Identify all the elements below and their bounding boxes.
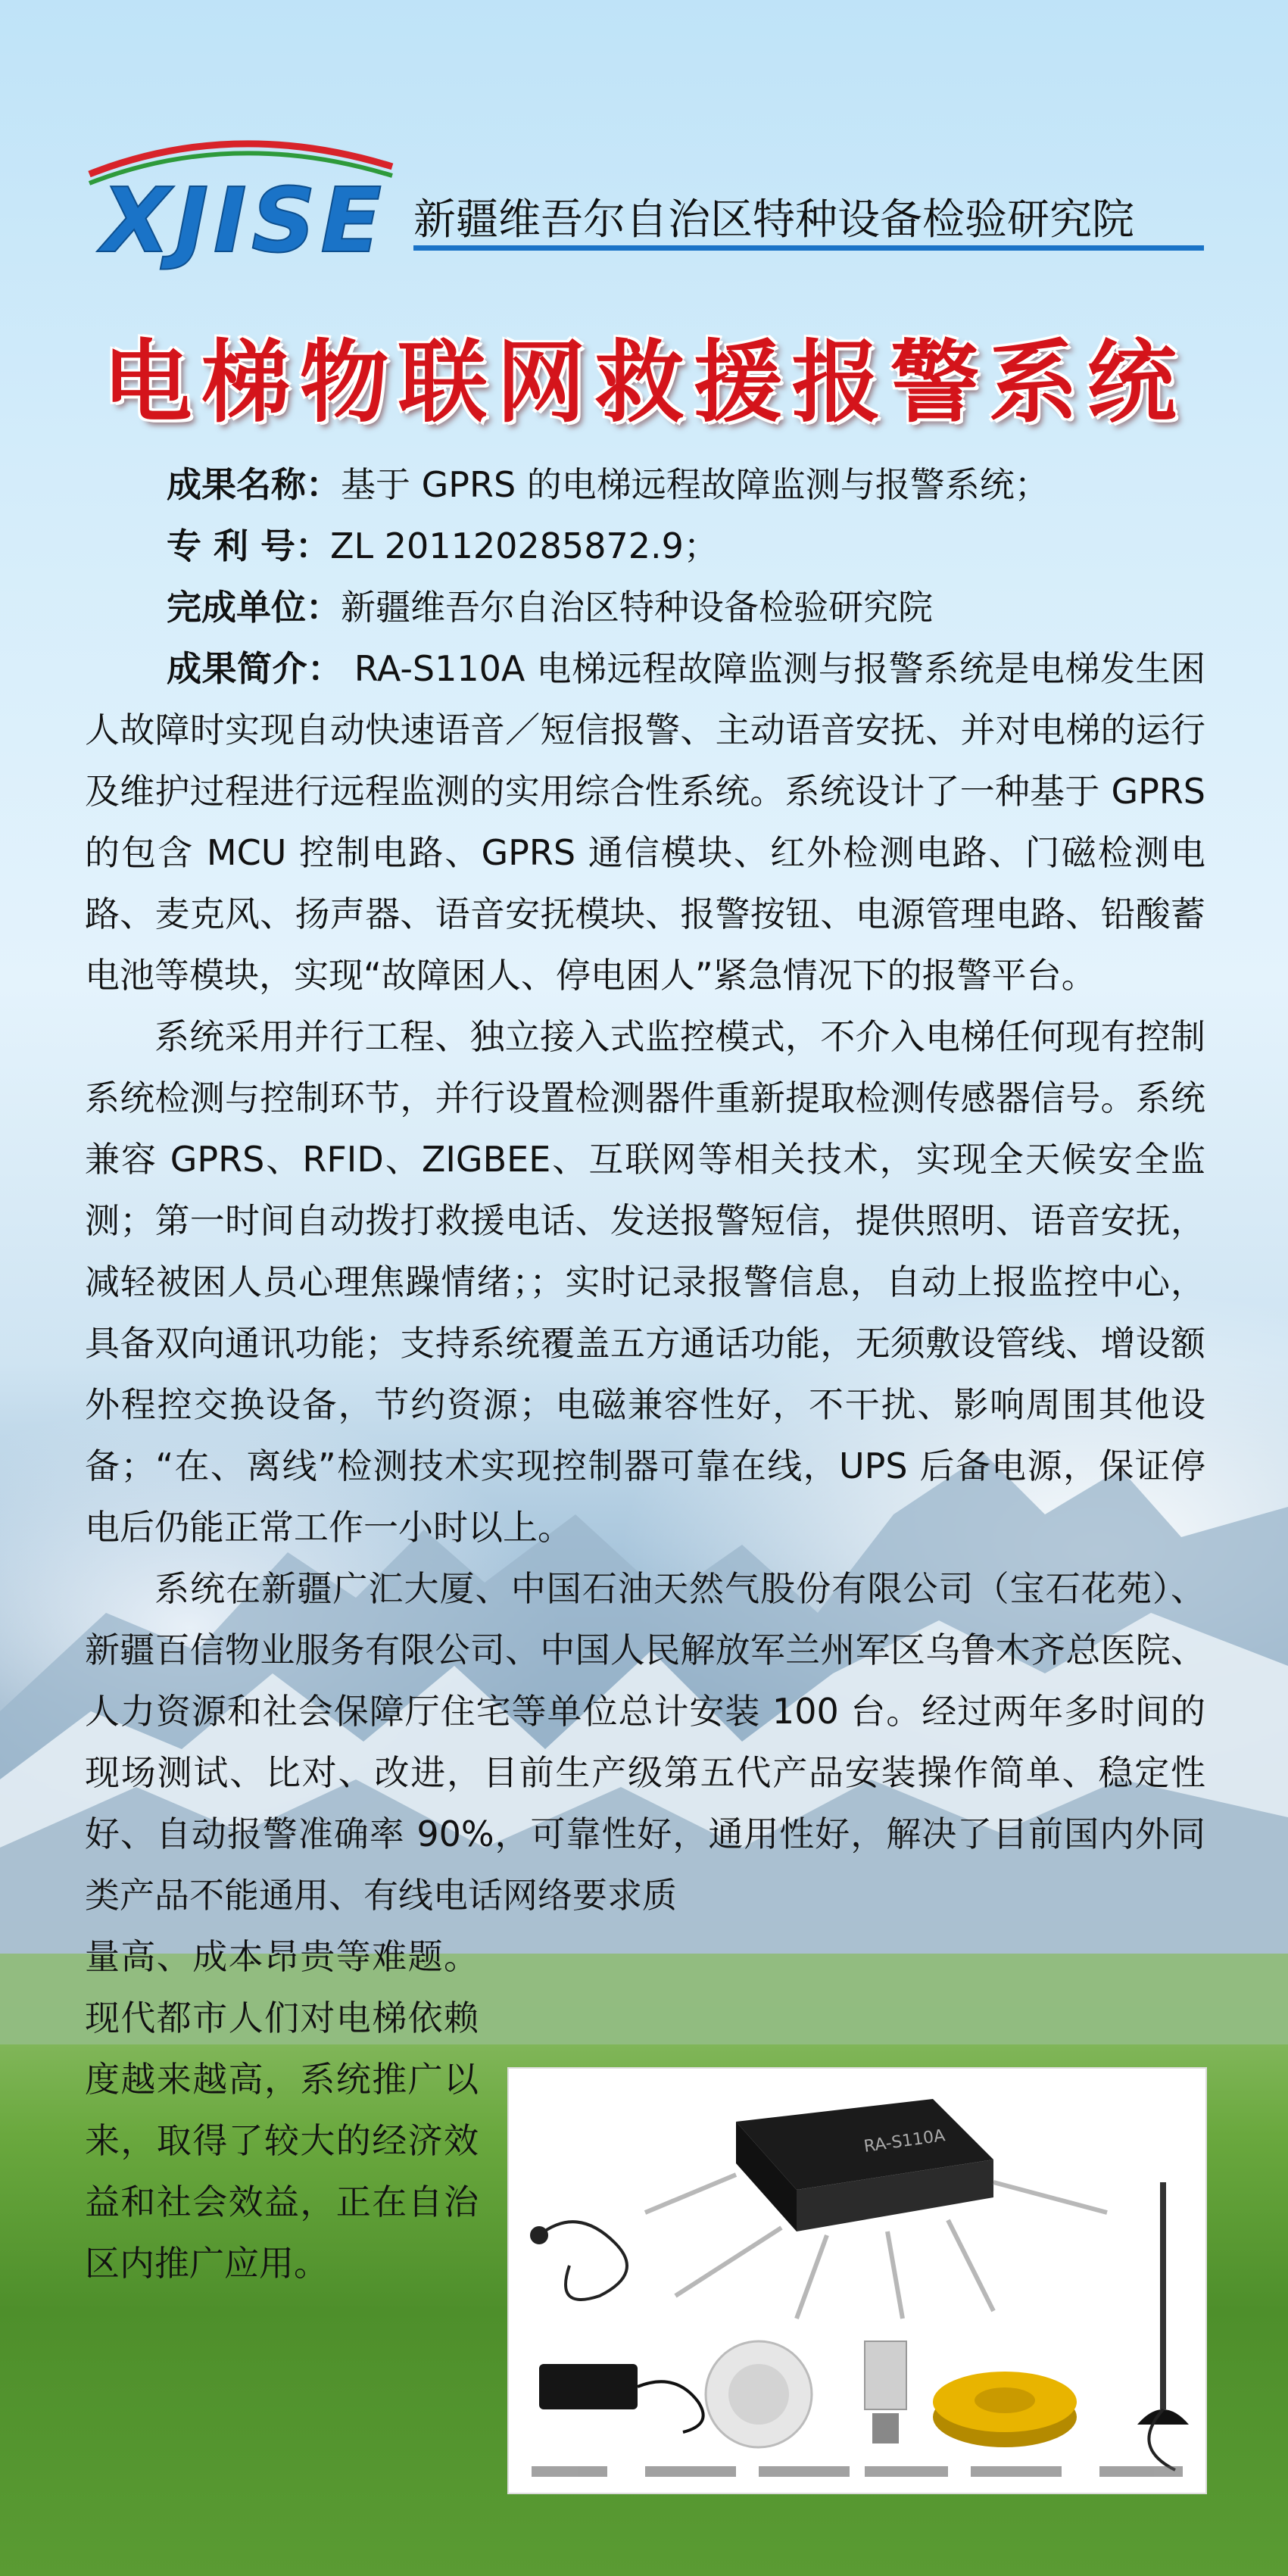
header-divider <box>413 245 1204 251</box>
field-intro-label: 成果简介： <box>167 648 343 689</box>
paragraph-3: 系统在新疆广汇大厦、中国石油天然气股份有限公司（宝石花苑）、新疆百信物业服务有限公司、中国人民解放军兰州军区乌鲁木齐总医院、人力资源和社会保障厅住宅等单位总计安装 100 台。经过两年多时间的现场测试、比对、改进，目前生产级第五代产品安装操作简单、稳定性好、自动报警准确率 90%，可靠性好，通用性好，解决了目前国内外同类产品不能通用、有线电话网络要求质 <box>85 1568 1205 1916</box>
field-unit-label: 完成单位： <box>167 587 341 628</box>
institute-name: 新疆维吾尔自治区特种设备检验研究院 <box>413 195 1134 245</box>
paragraph-intro <box>85 638 1205 1006</box>
paragraph-1-text: RA-S110A 电梯远程故障监测与报警系统是电梯发生困人故障时实现自动快速语音／短信报警、主动语音安抚、并对电梯的运行及维护过程进行远程监测的实用综合性系统。系统设计了一种基于 GPRS 的包含 MCU 控制电路、GPRS 通信模块、红外检测电路、门磁检测电路、麦克风、扬声器、语音安抚模块、报警按钮、电源管理电路、铅酸蓄电池等模块，实现“故障困人、停电困人”紧急情况下的报警平台。 <box>85 648 1205 996</box>
paragraph-2: 系统采用并行工程、独立接入式监控模式，不介入电梯任何现有控制系统检测与控制环节，并行设置检测器件重新提取检测传感器信号。系统兼容 GPRS、RFID、ZIGBEE、互联网等相关技术，实现全天候安全监测；第一时间自动拨打救援电话、发送报警短信，提供照明、语音安抚，减轻被困人员心理焦躁情绪；；实时记录报警信息，自动上报监控中心，具备双向通讯功能；支持系统覆盖五方通话功能，无须敷设管线、增设额外程控交换设备，节约资源；电磁兼容性好，不干扰、影响周围其他设备；“在、离线”检测技术实现控制器可靠在线，UPS 后备电源，保证停电后仍能正常工作一小时以上。 <box>85 1016 1205 1548</box>
xjise-logo <box>82 121 400 273</box>
antenna-image <box>1137 2182 1189 2470</box>
field-patent <box>167 516 1205 577</box>
product-figure <box>507 2067 1207 2494</box>
paragraph-3-tail: 量高、成本昂贵等难题。现代都市人们对电梯依赖度越来越高，系统推广以来，取得了较大的经济效益和社会效益，正在自治区内推广应用。 <box>85 1936 479 2284</box>
field-unit <box>167 577 1205 638</box>
door-sensor-image <box>865 2341 906 2443</box>
content-body <box>85 454 1205 2294</box>
infrared-sensor-image <box>933 2372 1077 2447</box>
page-title: 电梯物联网救援报警系统 <box>102 330 1186 435</box>
voice-speaker-image <box>706 2341 812 2447</box>
field-patent-label: 专 利 号： <box>167 525 331 566</box>
logo-text: XJISE <box>101 168 382 273</box>
main-controller-image <box>736 2099 993 2231</box>
microphone-cable-image <box>532 2222 627 2300</box>
component-captions <box>532 2466 1183 2477</box>
field-name-value: 基于 GPRS 的电梯远程故障监测与报警系统； <box>341 464 1049 505</box>
device-model-label: RA-S110A <box>862 2126 947 2157</box>
field-unit-value: 新疆维吾尔自治区特种设备检验研究院 <box>341 587 933 628</box>
field-name <box>167 454 1205 516</box>
field-name-label: 成果名称： <box>167 464 341 505</box>
power-adapter-image <box>539 2364 703 2432</box>
field-patent-value: ZL 201120285872.9； <box>330 525 719 566</box>
